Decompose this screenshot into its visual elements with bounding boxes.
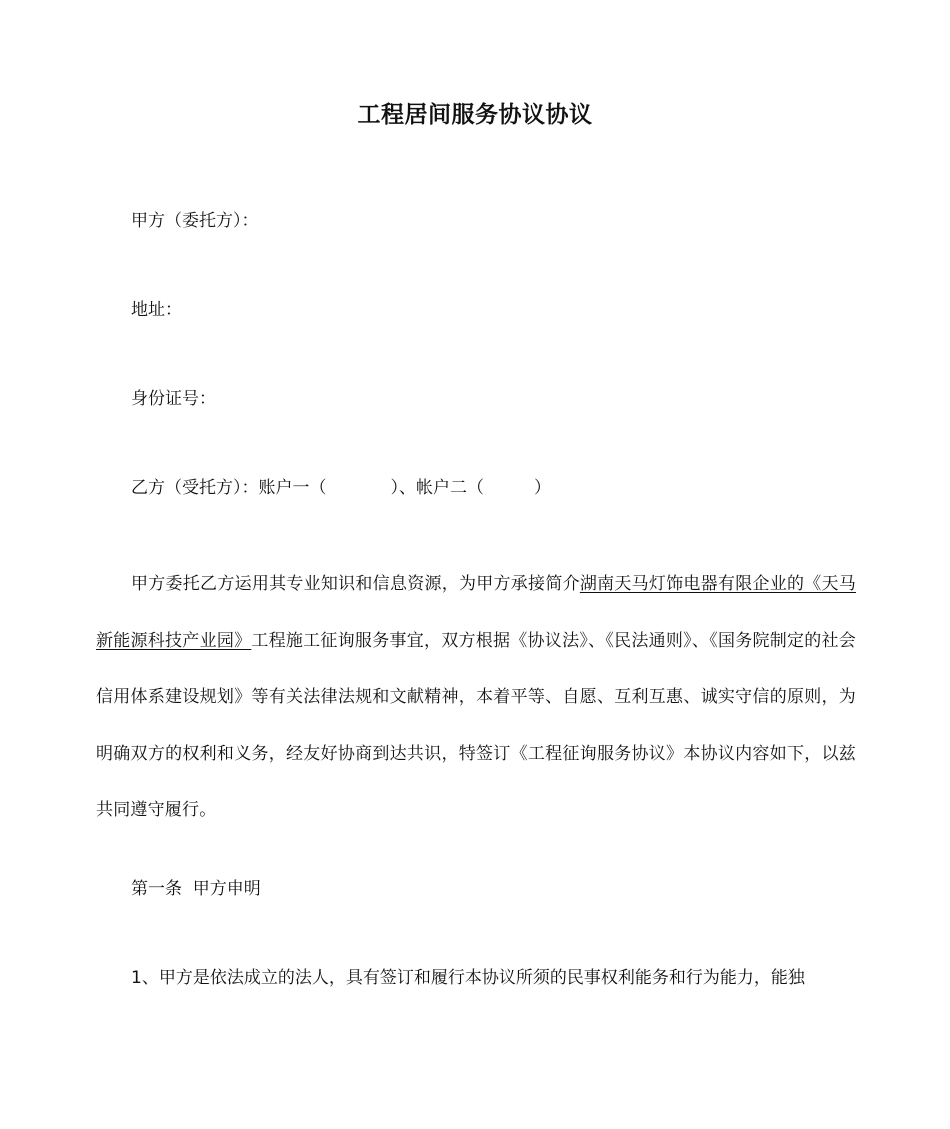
party-a-label: 甲方（委托方）： [131, 211, 259, 231]
intro-underlined-project: 湖南天马灯饰电器有限企业的《天马新能源科技产业园》 [96, 574, 856, 651]
address-label: 地址： [131, 300, 182, 320]
party-b-mid: ）、帐户二（ [390, 478, 484, 498]
party-b-line [131, 473, 551, 498]
party-b-end: ） [534, 478, 551, 498]
article-1-item-1: 1、甲方是依法成立的法人，具有签订和履行本协议所须的民事权利能务和行为能力，能独 [131, 968, 805, 988]
intro-part2: 工程施工征询服务事宜，双方根据《协议法》、《民法通则》、《国务院制定的社会信用体系建设规划》等有关法律法规和文献精神，本着平等、自愿、互利互惠、诚实守信的原则，为明确双方的权利和义务，经友好协商到达共识，特签订《工程征询服务协议》本协议内容如下，以兹共同遵守履行。 [96, 630, 856, 820]
page-title: 工程居间服务协议协议 [357, 102, 593, 128]
id-number-label: 身份证号： [131, 389, 216, 409]
intro-part1: 甲方委托乙方运用其专业知识和信息资源，为甲方承接简介 [131, 574, 580, 594]
party-b-label: 乙方（受托方）：账户一（ [131, 478, 327, 498]
article-1-heading: 第一条 甲方申明 [131, 879, 261, 899]
intro-paragraph [96, 556, 856, 839]
